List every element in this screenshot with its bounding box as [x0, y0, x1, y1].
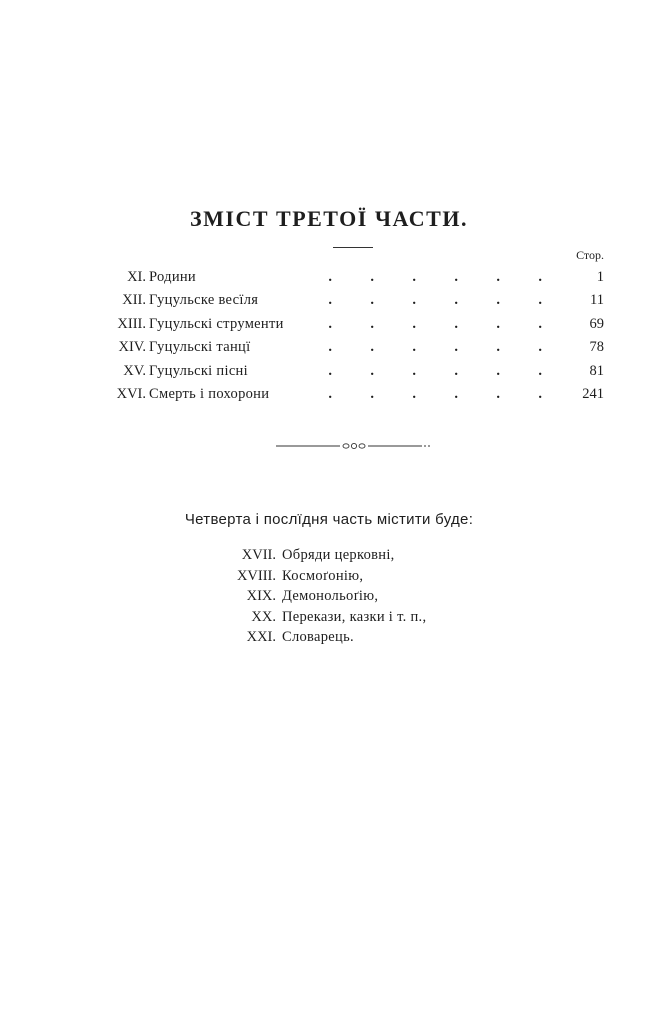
page-column-label: Стор.: [576, 248, 604, 262]
forthcoming-entry-title: Словарець.: [282, 629, 354, 646]
forthcoming-entry-title: Перекази, казки і т. п.,: [282, 608, 427, 625]
toc-entry: [0, 336, 658, 359]
toc-entry-page: 241: [582, 385, 604, 402]
forthcoming-entry-number: XIX.: [246, 588, 276, 605]
forthcoming-entry: [0, 627, 658, 648]
toc-entry-title: Гуцульскі струменти: [149, 315, 284, 332]
toc-entry-number: XIV.: [118, 339, 146, 356]
forthcoming-intro: Четверта і послїдня часть містити буде:: [184, 511, 474, 528]
toc-entry-number: XIII.: [117, 315, 146, 332]
toc-entry-title: Гуцульскі танцї: [149, 339, 251, 356]
toc-entry: [0, 313, 658, 336]
toc-entry-title: Гуцульске весїля: [149, 292, 259, 309]
dot-leader: . . . . . .: [328, 292, 542, 309]
toc-entry: [0, 360, 658, 383]
page-title: ЗМІСТ ТРЕТОЇ ЧАСТИ.: [190, 206, 468, 231]
toc-entry: [0, 266, 658, 289]
dot-leader: . . . . . .: [328, 385, 542, 402]
toc-entry-number: XVI.: [116, 385, 146, 402]
toc-entry-title: Смерть і похорони: [149, 385, 270, 402]
toc-entry-number: XII.: [122, 292, 146, 309]
forthcoming-entry-number: XVIII.: [236, 567, 276, 584]
toc-entry-page: 81: [589, 362, 604, 379]
dot-leader: . . . . . .: [328, 339, 542, 356]
toc-entry-page: 11: [590, 292, 604, 309]
dot-leader: . . . . . .: [328, 269, 542, 285]
toc-entry-page: 69: [589, 315, 604, 332]
title-underline: [333, 247, 373, 248]
forthcoming-entry-number: XX.: [251, 608, 276, 625]
forthcoming-entry: [0, 586, 658, 607]
forthcoming-entry-title: Космоґонію,: [282, 567, 364, 584]
toc-entry-number: XI.: [127, 269, 146, 285]
dot-leader: . . . . . .: [328, 315, 542, 332]
forthcoming-entry-number: XXI.: [246, 629, 276, 646]
toc-entry-title: Гуцульскі пісні: [149, 362, 248, 379]
forthcoming-entry: [0, 607, 658, 628]
section-divider-ornament: [276, 440, 432, 452]
forthcoming-entry: [0, 545, 658, 566]
toc-entry-page: 78: [589, 339, 604, 356]
dot-leader: . . . . . .: [328, 362, 542, 379]
table-of-contents: [0, 266, 658, 406]
forthcoming-contents: [0, 545, 658, 648]
forthcoming-entry: [0, 566, 658, 587]
forthcoming-entry-title: Демонольоґію,: [282, 588, 379, 605]
toc-entry: [0, 289, 658, 312]
toc-entry-page: 1: [596, 269, 604, 285]
forthcoming-entry-number: XVII.: [241, 547, 276, 563]
toc-entry: [0, 383, 658, 406]
toc-entry-title: Родини: [149, 269, 196, 285]
toc-entry-number: XV.: [123, 362, 146, 379]
forthcoming-entry-title: Обряди церковні,: [282, 547, 395, 563]
